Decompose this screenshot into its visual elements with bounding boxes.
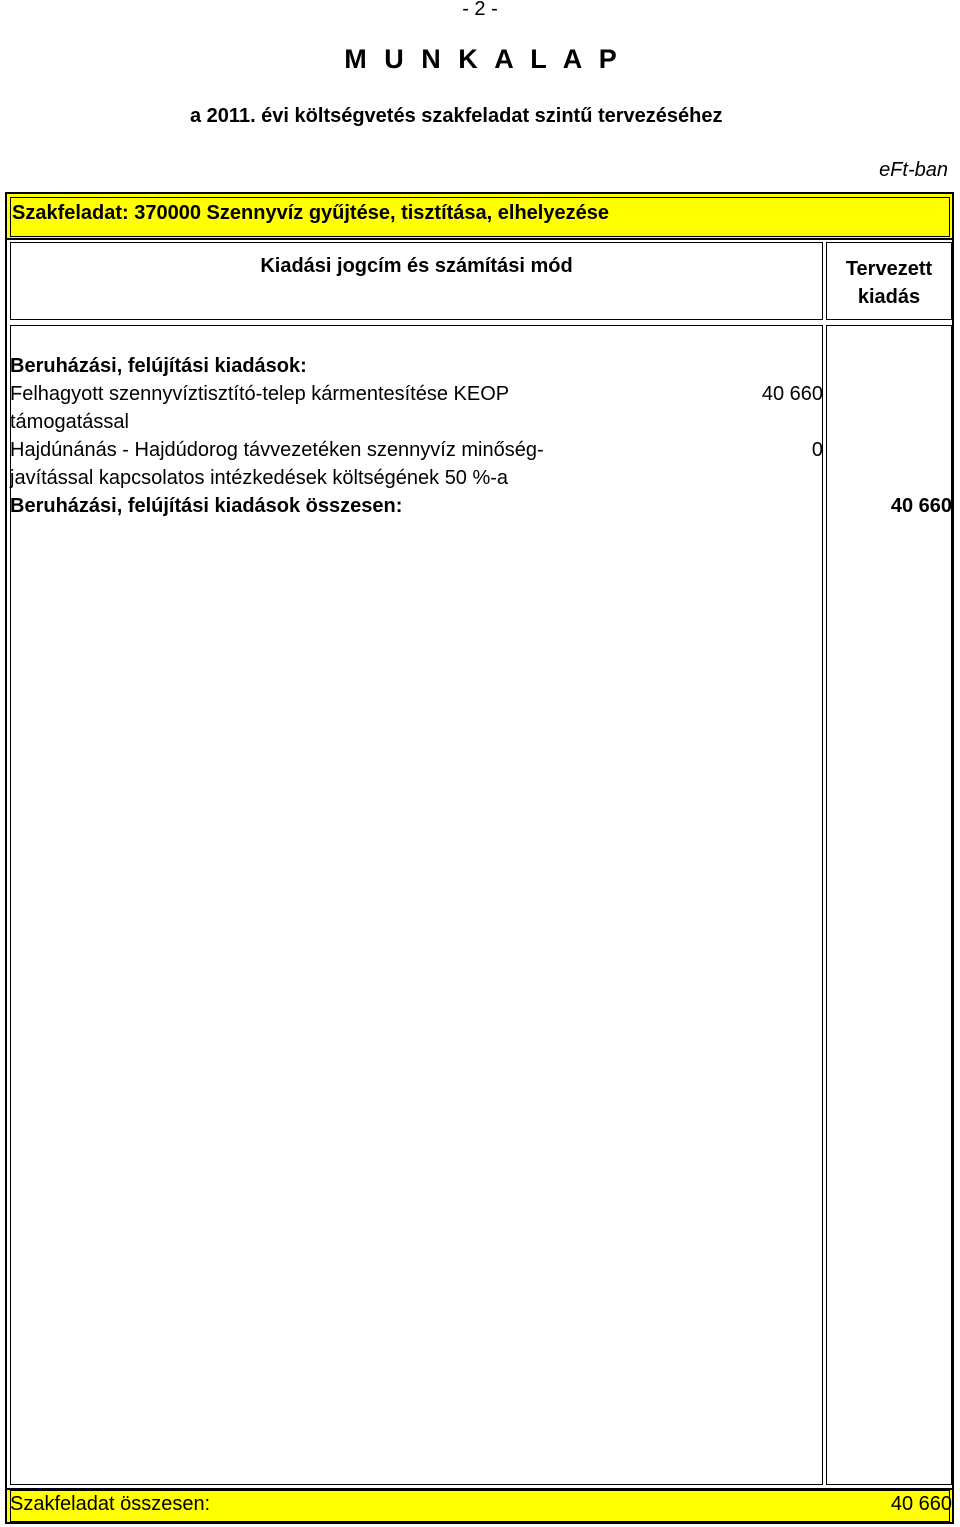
column-header-description: Kiadási jogcím és számítási mód xyxy=(260,255,573,277)
column-header-amount xyxy=(826,255,952,311)
column-header-amount-line1: Tervezett xyxy=(845,258,933,280)
section-content xyxy=(10,352,954,520)
page-title: M U N K A L A P xyxy=(344,44,622,74)
page-subtitle: a 2011. évi költségvetés szakfeladat szintű tervezéséhez xyxy=(190,105,723,127)
list-item xyxy=(10,380,823,408)
list-item xyxy=(10,436,823,464)
item-description-line2: támogatással xyxy=(10,411,129,433)
item-value: 40 660 xyxy=(761,383,823,405)
item-description-line1: Felhagyott szennyvíztisztító-telep kármentesítése KEOP xyxy=(10,383,510,405)
section-total-label: Beruházási, felújítási kiadások összesen: xyxy=(10,495,403,517)
footer-total-label: Szakfeladat összesen: xyxy=(10,1493,211,1515)
section-title: Beruházási, felújítási kiadások: xyxy=(10,355,307,377)
unit-label: eFt-ban xyxy=(879,159,948,181)
footer-total-row xyxy=(10,1493,952,1516)
footer-total-value: 40 660 xyxy=(890,1493,952,1515)
section-total-row xyxy=(10,492,952,520)
item-value: 0 xyxy=(811,439,823,461)
header-cell-description xyxy=(10,242,823,320)
task-label: Szakfeladat: 370000 Szennyvíz gyűjtése, tisztítása, elhelyezése xyxy=(12,202,609,224)
column-header-amount-line2: kiadás xyxy=(857,286,921,308)
section-total-value: 40 660 xyxy=(890,495,952,517)
item-description-line1: Hajdúnánás - Hajdúdorog távvezetéken szennyvíz minőség- xyxy=(10,439,544,461)
page-number: - 2 - xyxy=(462,0,498,20)
item-description-line2: javítással kapcsolatos intézkedések költségének 50 %-a xyxy=(10,467,509,489)
